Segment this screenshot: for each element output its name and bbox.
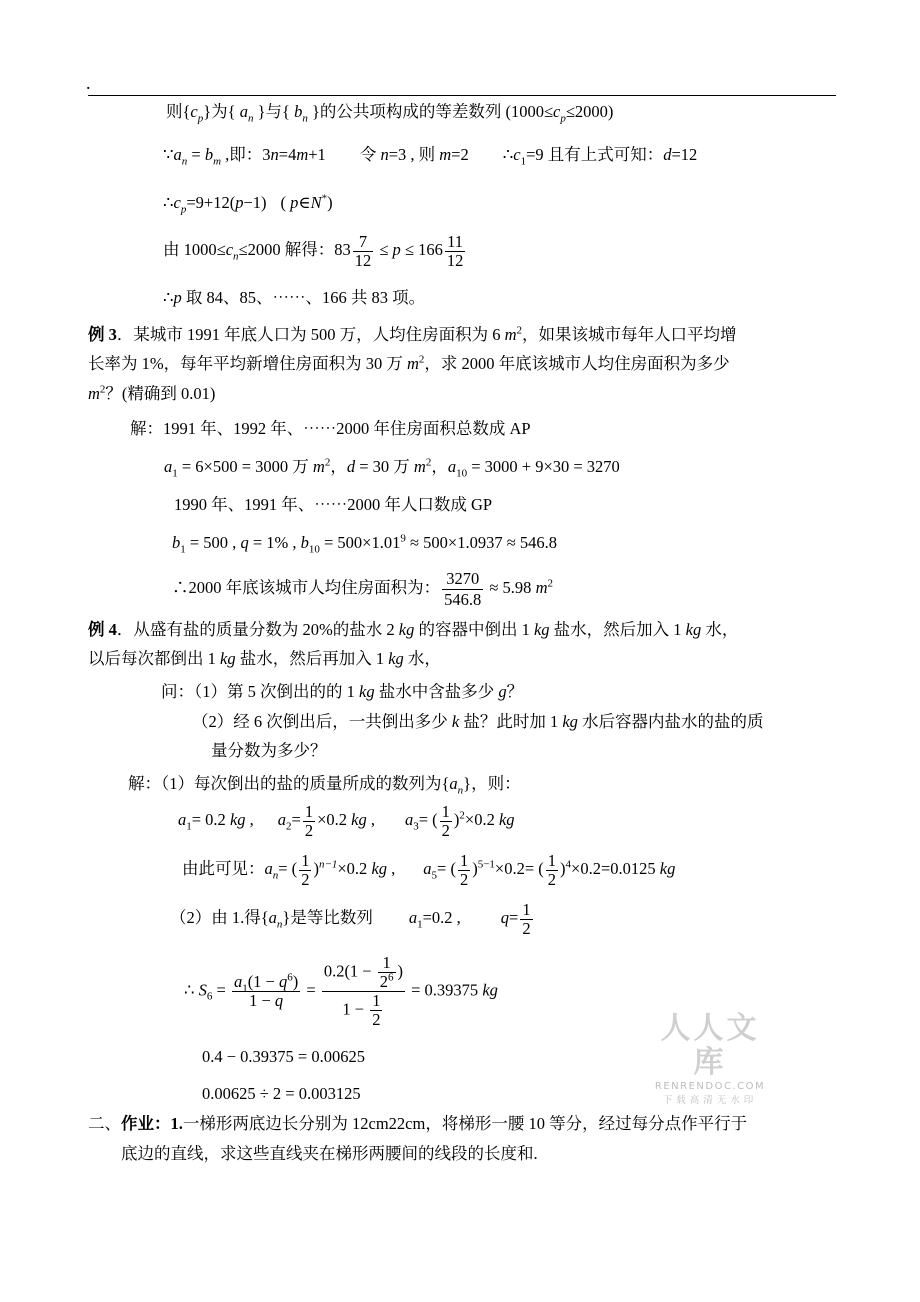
text: =	[212, 980, 230, 1000]
text-line-4	[163, 230, 467, 270]
unit: kg	[359, 682, 375, 701]
text: ．从盛有盐的质量分数为 20%的盐水 2	[116, 620, 399, 639]
subscript: 2	[286, 820, 292, 833]
subscript: n	[247, 112, 254, 125]
subscript: n	[457, 784, 464, 797]
text: }的公共项构成的等差数列 (1000≤	[307, 102, 554, 121]
solution-4-line-1	[128, 773, 521, 795]
frac-num: 1	[301, 850, 310, 870]
text: ≤2000)	[565, 102, 614, 121]
text: (1 −	[247, 972, 279, 991]
text: =3 , 则	[388, 145, 440, 164]
unit: kg	[220, 649, 236, 668]
subscript: n	[233, 250, 239, 263]
text: ∴	[163, 288, 174, 307]
text: =12	[671, 145, 698, 164]
text: ≤2000 解得：83	[238, 240, 351, 259]
var: a	[447, 457, 457, 476]
fraction	[445, 233, 466, 270]
example-3-line-3	[88, 383, 215, 405]
text: 1 −	[249, 991, 275, 1010]
text: 0.4 − 0.39375 = 0.00625	[202, 1047, 365, 1066]
superscript: 5−1	[477, 858, 495, 871]
text: =	[302, 980, 320, 1000]
var: b	[294, 102, 303, 121]
text: 由此可见：	[182, 859, 265, 878]
frac-den	[322, 992, 405, 1029]
var: d	[346, 457, 356, 476]
text: 则{	[166, 102, 191, 121]
example-3-line-1	[88, 324, 737, 346]
watermark-title: 人人文库	[660, 1011, 760, 1080]
var: m	[88, 384, 100, 403]
superscript: 4	[565, 858, 572, 871]
text: ×0.2	[337, 859, 372, 878]
text: −1)	[243, 193, 267, 212]
text: （2）经 6 次倒出后，一共倒出多少	[192, 712, 452, 731]
var: c	[173, 193, 181, 212]
var: a	[423, 859, 432, 878]
var: c	[513, 145, 521, 164]
subscript: n	[276, 918, 283, 931]
var: a	[277, 810, 287, 829]
var: a	[268, 908, 277, 927]
text: 量分数为多少？	[211, 741, 327, 760]
text: }，则：	[463, 774, 521, 793]
text: ×0.2=0.0125	[571, 859, 660, 878]
text: ×0.2	[464, 810, 499, 829]
subscript: 1	[417, 918, 423, 931]
text: = 0.2	[191, 810, 230, 829]
homework-line-2	[121, 1143, 538, 1165]
text: 由 1000≤	[163, 240, 226, 259]
frac-den: 2	[372, 1010, 381, 1029]
subscript: p	[560, 112, 566, 125]
fraction	[353, 233, 374, 270]
text: 以后每次都倒出 1	[88, 649, 220, 668]
fraction	[546, 852, 558, 889]
unit: kg	[398, 620, 415, 639]
var: a	[164, 457, 173, 476]
var: c	[190, 102, 198, 121]
var: N	[310, 193, 322, 212]
homework-number: 1.	[170, 1114, 183, 1133]
text: }是等比数列	[282, 908, 373, 927]
superscript: 2	[547, 577, 553, 590]
unit: kg	[351, 810, 367, 829]
subscript: 10	[456, 467, 468, 480]
text: =0.2 ,	[422, 908, 461, 927]
text: ？	[506, 682, 524, 701]
text: +1	[308, 145, 326, 164]
example-4-line-2	[88, 648, 441, 670]
frac-num: 1	[372, 991, 381, 1010]
text: 水后容器内盐水的盐的质	[577, 712, 764, 731]
text: ∴	[502, 145, 514, 164]
text: = 0.39375	[407, 980, 483, 1000]
text: 1 −	[342, 999, 369, 1019]
text: 解：1991 年、1992 年、⋯⋯2000 年住房面积总数成 AP	[130, 419, 531, 438]
text: = (	[437, 859, 456, 878]
text-line-2	[163, 144, 697, 166]
fraction	[440, 803, 452, 840]
text: ≈ 500×1.0937 ≈ 546.8	[405, 533, 558, 552]
homework-line-1	[88, 1113, 747, 1135]
text: 取 84、85、⋯⋯、166 共 83 项。	[181, 288, 426, 307]
text: ，	[431, 457, 448, 476]
unit: kg	[482, 980, 498, 1000]
text: ∈	[298, 193, 311, 212]
text: ,	[366, 810, 375, 829]
var: b	[172, 533, 181, 552]
var: p	[290, 193, 299, 212]
frac-num: 11	[445, 233, 466, 252]
subscript: n	[302, 112, 308, 125]
unit: kg	[388, 649, 404, 668]
var: m	[296, 145, 309, 164]
frac-num: 1	[459, 850, 469, 870]
watermark-logo	[645, 1012, 775, 1108]
subscript: 10	[308, 543, 320, 556]
superscript: 6	[287, 971, 293, 984]
frac-num: 1	[304, 801, 314, 821]
var: p	[392, 240, 401, 259]
text: = 30 万	[355, 457, 414, 476]
var: a	[449, 774, 458, 793]
superscript: 2	[99, 383, 106, 396]
text: )	[313, 859, 319, 878]
var: q	[274, 991, 284, 1010]
solution-4-line-2	[178, 800, 515, 840]
text: =	[509, 908, 519, 927]
text: }为{	[203, 102, 240, 121]
section-number: 二、	[88, 1114, 121, 1133]
text: = (	[278, 859, 298, 878]
text: =	[291, 810, 301, 829]
frac-num	[322, 954, 405, 992]
var: m	[413, 457, 426, 476]
var: m	[504, 325, 517, 344]
fraction	[303, 803, 315, 840]
solution-3-line-5	[172, 568, 553, 610]
var: m	[407, 354, 419, 373]
subscript: p	[180, 203, 187, 216]
text: (	[280, 193, 291, 212]
example-4-line-1	[88, 619, 738, 641]
frac-den: 2	[301, 869, 310, 889]
fraction	[458, 852, 470, 889]
subscript: 1	[180, 543, 186, 556]
text: =9+12(	[186, 193, 236, 212]
text: =2	[451, 145, 469, 164]
inner-fraction	[378, 954, 396, 991]
var: b	[204, 145, 214, 164]
text: 问：（1）第 5 次倒出的的 1	[161, 682, 359, 701]
subscript: 3	[413, 820, 419, 833]
superscript: 2	[324, 456, 331, 469]
text: 底边的直线，求这些直线夹在梯形两腰间的线段的长度和.	[121, 1144, 538, 1163]
superscript: 2	[516, 324, 523, 337]
text: ×0.2= (	[494, 859, 544, 878]
subscript: 1	[520, 155, 527, 168]
superscript: 6	[388, 971, 394, 984]
text: ，求 2000 年底该城市人均住房面积为多少	[424, 354, 730, 373]
frac-den: 2	[547, 869, 557, 889]
frac-num: 3270	[442, 569, 483, 590]
superscript: 2	[418, 353, 425, 366]
text: 的容器中倒出 1	[414, 620, 534, 639]
text: ，如果该城市每年人口平均增	[522, 325, 737, 344]
watermark-domain: RENRENDOC.COM	[654, 1081, 766, 1092]
unit: kg	[229, 810, 246, 829]
unit: g	[498, 682, 507, 701]
text: ≤	[375, 240, 393, 259]
text: =4	[278, 145, 297, 164]
text-line-5	[163, 287, 425, 309]
solution-4-line-7	[202, 1083, 361, 1105]
frac-num: 1	[378, 954, 396, 973]
frac-num: 7	[353, 233, 374, 252]
text: )	[453, 810, 460, 829]
frac-num: 1	[441, 801, 450, 821]
text: )	[292, 972, 299, 991]
var: m	[439, 145, 452, 164]
var: p	[235, 193, 244, 212]
frac-den	[378, 973, 396, 991]
var: a	[239, 102, 248, 121]
var: m	[535, 578, 548, 597]
question-2-cont	[211, 740, 327, 762]
text: = 500 ,	[185, 533, 241, 552]
subscript: 1	[186, 820, 192, 833]
var: q	[500, 908, 510, 927]
text: ？(精确到 0.01)	[105, 384, 216, 403]
watermark-subtitle: 下载高清无水印	[662, 1095, 758, 1106]
text: ．某城市 1991 年底人口为 500 万，人均住房面积为 6	[116, 325, 505, 344]
var: m	[312, 457, 325, 476]
frac-den: 2	[304, 820, 314, 840]
var: a	[233, 972, 243, 991]
fraction-complex	[322, 954, 405, 1029]
unit: kg	[498, 810, 515, 829]
var: d	[663, 145, 672, 164]
text: =9 且有上式可知：	[526, 145, 664, 164]
text: 盐水，然后再加入 1	[235, 649, 389, 668]
text: = 1% ,	[248, 533, 301, 552]
frac-den: 12	[446, 250, 464, 270]
text: }与{	[253, 102, 295, 121]
text: 0.00625 ÷ 2 = 0.003125	[202, 1084, 361, 1103]
frac-num: 1	[522, 899, 531, 919]
example-label: 例 4	[88, 620, 117, 639]
text: 盐水中含盐多少	[374, 682, 499, 701]
fraction	[232, 973, 300, 1010]
text: 长率为 1%，每年平均新增住房面积为 30 万	[88, 354, 407, 373]
solution-4-line-4	[170, 898, 535, 938]
example-3-line-2	[88, 353, 730, 375]
var: a	[408, 908, 418, 927]
solution-3-line-1	[130, 418, 531, 440]
text: = 3000 + 9×30 = 3270	[467, 457, 620, 476]
text: 水，	[403, 649, 441, 668]
text: )	[327, 193, 333, 212]
text: = 500×1.01	[319, 533, 401, 552]
homework-label: 作业：	[121, 1114, 171, 1133]
subscript: 1	[242, 982, 248, 995]
subscript: 6	[206, 990, 213, 1003]
frac-den: 12	[354, 250, 372, 270]
question-2	[192, 711, 764, 733]
text: ×0.2	[317, 810, 352, 829]
text: )	[560, 859, 566, 878]
text: 1990 年、1991 年、⋯⋯2000 年人口数成 GP	[174, 495, 493, 514]
var: p	[173, 288, 182, 307]
var: a	[173, 145, 182, 164]
var: S	[198, 980, 207, 1000]
solution-3-line-4	[172, 532, 557, 554]
solution-4-line-3	[182, 849, 675, 889]
var: q	[279, 972, 288, 991]
frac-den: 546.8	[444, 589, 482, 609]
text: ∴2000 年底该城市人均住房面积为：	[172, 578, 441, 597]
text: 水，	[701, 620, 739, 639]
unit: kg	[533, 620, 550, 639]
text: =	[187, 145, 205, 164]
solution-3-line-3	[174, 494, 492, 516]
text: ≤ 166	[400, 240, 443, 259]
text: 盐水，然后加入 1	[549, 620, 686, 639]
unit: k	[451, 712, 460, 731]
frac-num	[232, 971, 300, 995]
text-line-1	[166, 101, 613, 123]
subscript: m	[213, 155, 222, 168]
var: c	[225, 240, 234, 259]
text: ∴	[163, 193, 174, 212]
var: a	[264, 859, 273, 878]
superscript: 9	[400, 532, 406, 545]
unit: kg	[659, 859, 676, 878]
text: ∵	[163, 145, 174, 164]
var: a	[404, 810, 414, 829]
text: 盐？此时加 1	[459, 712, 563, 731]
subscript: n	[272, 869, 279, 882]
solution-4-line-6	[202, 1046, 365, 1068]
text: （2）由 1.得{	[170, 908, 269, 927]
unit: kg	[685, 620, 702, 639]
frac-den: 2	[459, 869, 469, 889]
solution-3-line-2	[164, 456, 620, 478]
text: ,即：3	[221, 145, 271, 164]
text: ，	[330, 457, 347, 476]
superscript: 2	[459, 809, 465, 822]
subscript: p	[197, 112, 204, 125]
text: 一梯形两底边长分别为 12cm22cm，将梯形一腰 10 等分，经过每分点作平行于	[182, 1114, 748, 1133]
text: ∴	[184, 980, 199, 1000]
fraction	[299, 852, 311, 889]
frac-num: 1	[547, 850, 557, 870]
var: n	[380, 145, 389, 164]
superscript: 2	[425, 456, 432, 469]
superscript: n−1	[318, 858, 338, 871]
text: ≈ 5.98	[485, 578, 536, 597]
solution-4-s6-formula	[184, 954, 498, 1029]
text-line-3	[163, 192, 333, 214]
example-label: 例 3	[88, 325, 117, 344]
var: b	[300, 533, 309, 552]
text: 0.2(1 −	[323, 961, 376, 981]
frac-den: 2	[441, 820, 450, 840]
frac-den	[232, 992, 300, 1010]
superscript: *	[321, 192, 328, 205]
text: )	[397, 961, 403, 981]
inner-fraction	[370, 992, 382, 1029]
subscript: 1	[172, 467, 178, 480]
text: 令	[359, 145, 381, 164]
var: a	[178, 810, 187, 829]
frac-den: 2	[522, 918, 531, 938]
text: = (	[418, 810, 438, 829]
var: q	[240, 533, 249, 552]
fraction	[442, 569, 483, 610]
text: 2	[379, 972, 388, 991]
unit: kg	[371, 859, 388, 878]
header-dot: .	[86, 73, 91, 93]
var: c	[553, 102, 561, 121]
subscript: 5	[431, 869, 438, 882]
var: n	[270, 145, 279, 164]
text: = 6×500 = 3000 万	[177, 457, 313, 476]
unit: kg	[562, 712, 578, 731]
fraction	[520, 901, 532, 938]
question-1	[161, 681, 523, 703]
text: ,	[245, 810, 254, 829]
text: ,	[387, 859, 396, 878]
header-rule	[88, 95, 836, 96]
text: )	[472, 859, 478, 878]
text: 解：（1）每次倒出的盐的质量所成的数列为{	[128, 774, 450, 793]
subscript: n	[181, 155, 188, 168]
